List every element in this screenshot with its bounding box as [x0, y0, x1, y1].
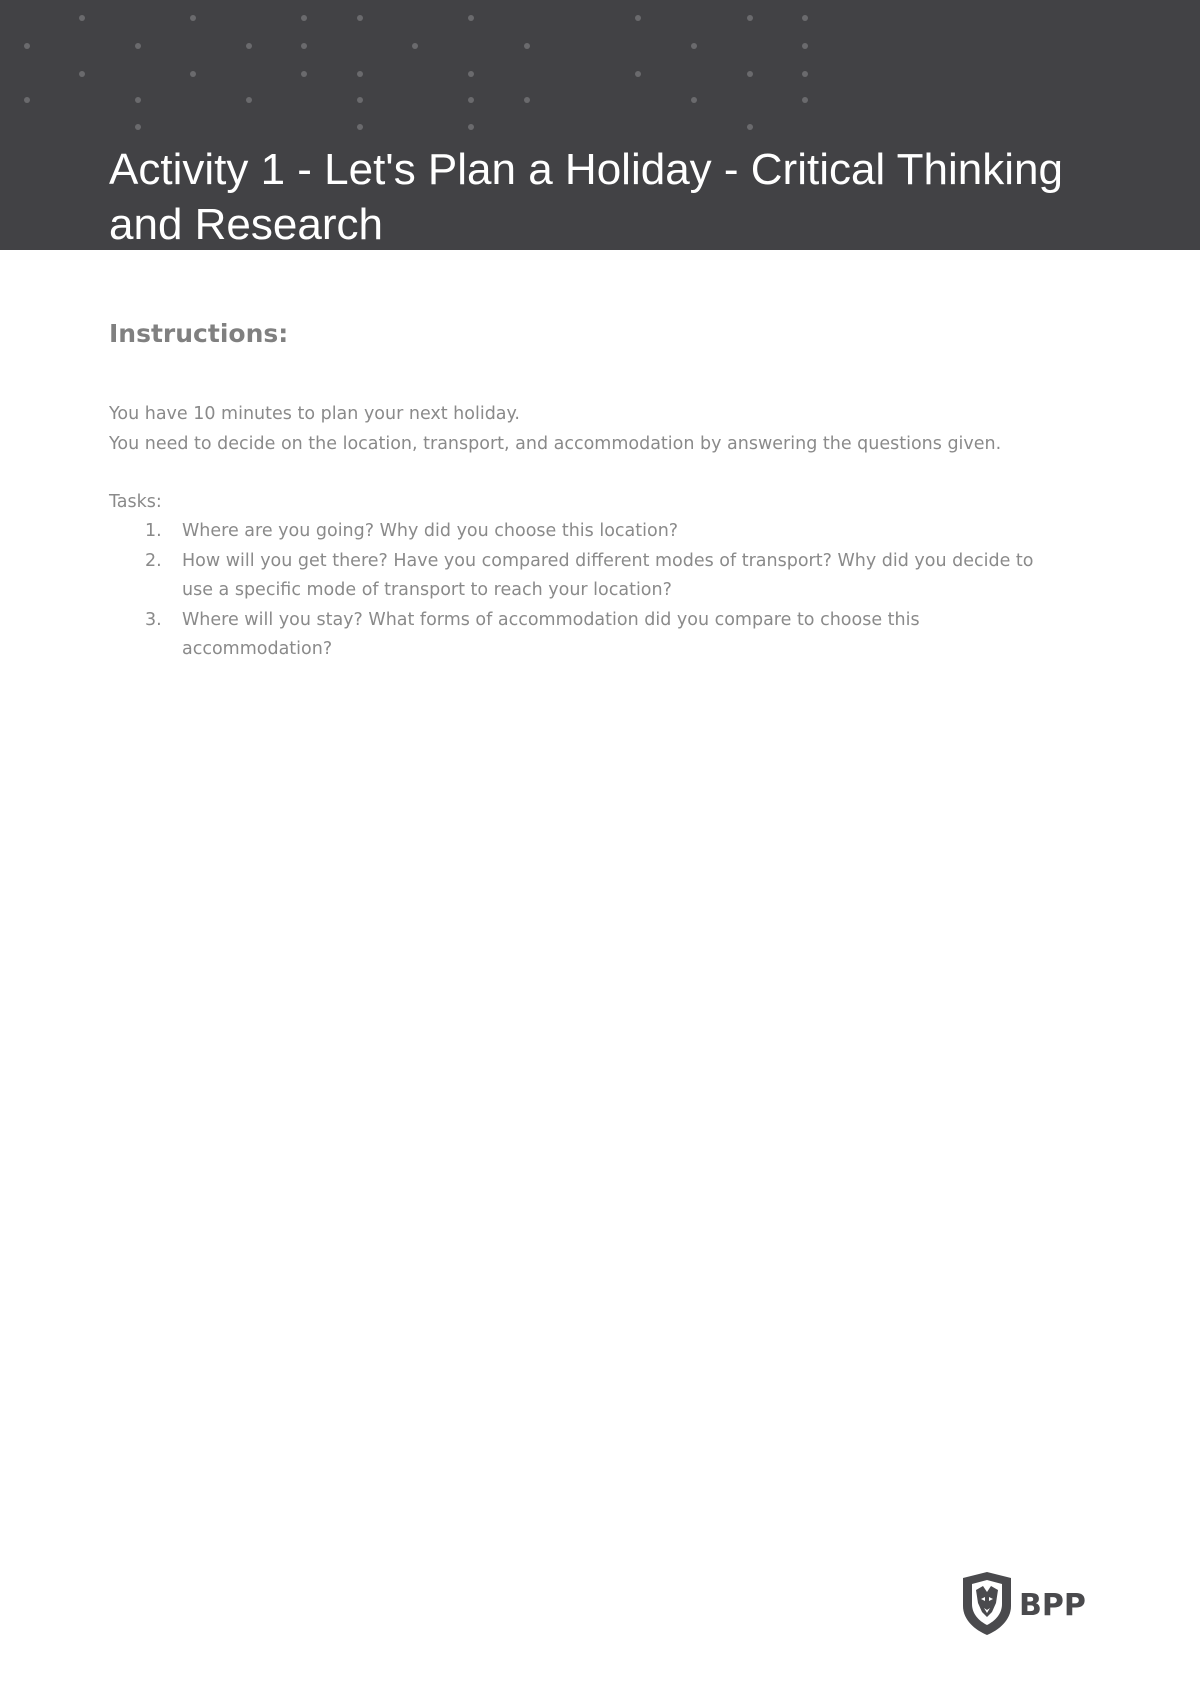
logo-text: BPP — [1019, 1588, 1086, 1623]
instructions-intro — [109, 400, 1109, 459]
bpp-logo — [959, 1568, 1099, 1638]
task-number: 2. — [145, 550, 162, 571]
task-text: Where will you stay? What forms of accommodation did you compare to choose this accommodation? — [182, 609, 920, 659]
task-list — [109, 517, 1069, 665]
task-number: 3. — [145, 609, 162, 630]
header-band — [0, 0, 1200, 250]
task-number: 1. — [145, 521, 162, 541]
page-title: Activity 1 - Let's Plan a Holiday - Critical Thinking and Research — [109, 145, 1063, 249]
dot-pattern — [0, 0, 1200, 140]
intro-line: You have 10 minutes to plan your next holiday. — [109, 404, 520, 424]
tasks-label: Tasks: — [109, 492, 162, 512]
task-item — [109, 517, 1069, 547]
task-text: Where are you going? Why did you choose this location? — [182, 521, 679, 541]
task-text: How will you get there? Have you compared different modes of transport? Why did you decide to use a specific mode of transport to reach your location? — [182, 550, 1034, 600]
task-item — [109, 547, 1069, 606]
lion-shield-icon — [963, 1572, 1011, 1635]
task-item — [109, 606, 1069, 665]
instructions-heading: Instructions: — [109, 319, 289, 348]
intro-line: You need to decide on the location, transport, and accommodation by answering the questions given. — [109, 433, 1002, 454]
